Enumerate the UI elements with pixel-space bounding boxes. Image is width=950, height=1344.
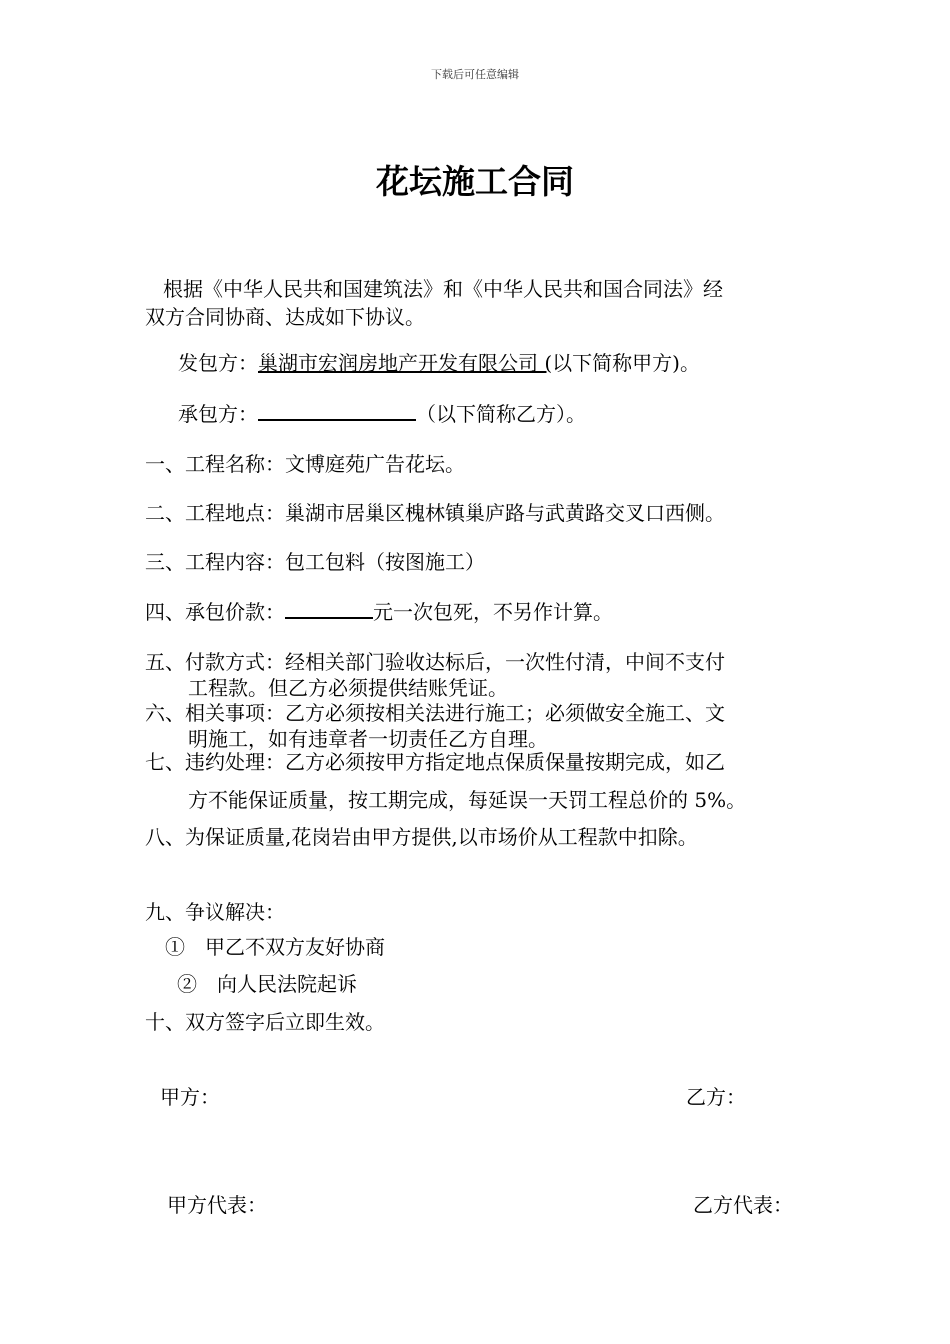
clause-4-suffix: 元一次包死，不另作计算。: [373, 600, 613, 624]
contractor-line: [178, 399, 586, 428]
clause-2: 二、工程地点：巢湖市居巢区槐林镇巢庐路与武黄路交叉口西侧。: [145, 501, 725, 525]
contractor-suffix: （以下简称乙方）。: [416, 402, 586, 426]
party-b-representative-label: 乙方代表：: [693, 1193, 793, 1217]
clause-10: 十、双方签字后立即生效。: [145, 1010, 385, 1034]
employer-label: 发包方：: [178, 351, 258, 375]
intro-line-2: 双方合同协商、达成如下协议。: [145, 305, 425, 329]
clause-7-line-1: 七、违约处理：乙方必须按甲方指定地点保质保量按期完成，如乙: [145, 750, 725, 774]
clause-3: 三、工程内容：包工包料（按图施工）: [145, 550, 485, 574]
contractor-blank: [258, 399, 416, 421]
clause-4-prefix: 四、承包价款：: [145, 600, 285, 624]
party-b-signature-label: 乙方：: [686, 1085, 746, 1109]
header-note: 下载后可任意编辑: [431, 68, 519, 81]
document-title: 花坛施工合同: [376, 162, 574, 201]
intro-line-1: 根据《中华人民共和国建筑法》和《中华人民共和国合同法》经: [163, 277, 723, 301]
party-a-representative-label: 甲方代表：: [167, 1193, 267, 1217]
employer-name: 巢湖市宏润房地产开发有限公司 (: [258, 351, 553, 375]
clause-8: 八、为保证质量,花岗岩由甲方提供,以市场价从工程款中扣除。: [145, 825, 698, 849]
clause-4: [145, 597, 613, 626]
clause-6-line-2: 明施工，如有违章者一切责任乙方自理。: [188, 727, 548, 751]
clause-9: 九、争议解决：: [145, 900, 285, 924]
contractor-label: 承包方：: [178, 402, 258, 426]
clause-5-line-2: 工程款。但乙方必须提供结账凭证。: [188, 676, 508, 700]
clause-7-line-2: 方不能保证质量，按工期完成，每延误一天罚工程总价的 5%。: [188, 788, 747, 812]
clause-6-line-1: 六、相关事项：乙方必须按相关法进行施工；必须做安全施工、文: [145, 701, 725, 725]
employer-line: [178, 349, 700, 377]
price-blank: [285, 597, 373, 619]
clause-9-option-2: ② 向人民法院起诉: [177, 972, 357, 996]
clause-9-option-1: ① 甲乙不双方友好协商: [165, 935, 385, 959]
party-a-signature-label: 甲方：: [160, 1085, 220, 1109]
employer-suffix: 以下简称甲方)。: [552, 351, 700, 375]
clause-5-line-1: 五、付款方式：经相关部门验收达标后，一次性付清，中间不支付: [145, 650, 725, 674]
clause-1: 一、工程名称：文博庭苑广告花坛。: [145, 452, 465, 476]
